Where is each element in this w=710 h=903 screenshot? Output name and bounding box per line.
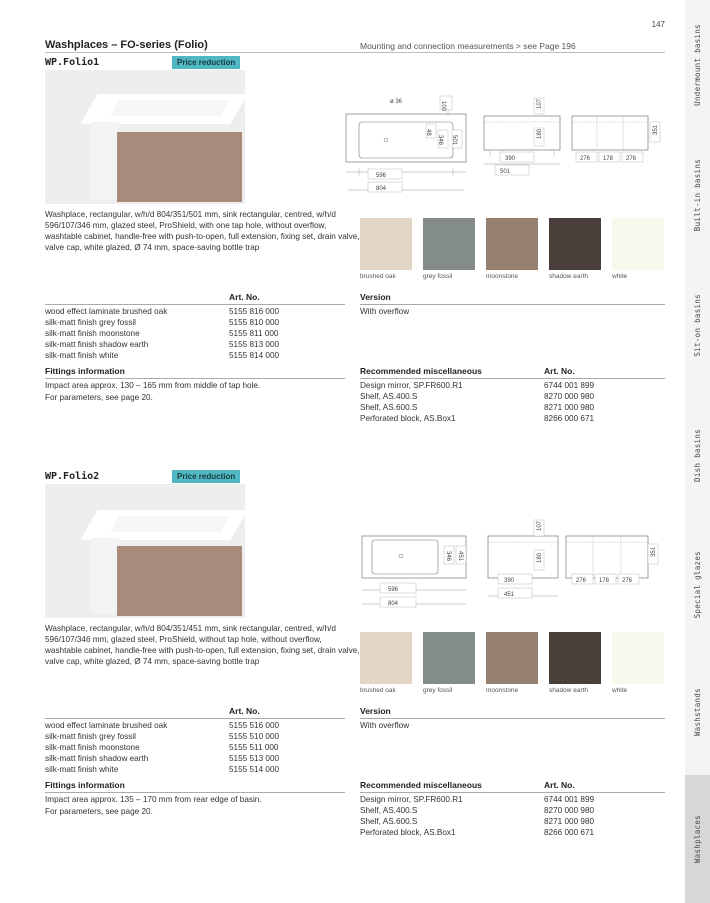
swatch-shadow-earth[interactable] [549,218,601,270]
dimension-drawing [340,518,670,615]
misc-art-header: Art. No. [544,780,575,790]
article-name: silk-matt finish grey fossil [45,732,136,741]
divider [45,792,345,793]
sidetab-built-in-basins[interactable]: Built-in basins [693,158,702,232]
misc-header: Recommended miscellaneous [360,366,482,376]
article-number: 5155 816 000 [229,307,280,316]
misc-number: 8270 000 980 [544,806,595,815]
divider [360,792,665,793]
swatch-label: white [612,273,628,280]
sidetab-washplaces[interactable]: Washplaces [685,775,710,903]
article-number: 5155 813 000 [229,340,280,349]
dim-label: 501 [451,135,457,146]
fittings-line: For parameters, see page 20. [45,393,153,402]
sidetab-dish-basins[interactable]: Dish basins [693,428,702,482]
misc-number: 8266 000 671 [544,414,595,423]
dim-label: 501 [500,169,511,175]
swatch-label: white [612,687,628,694]
product-photo [45,70,245,204]
dim-label: 107 [537,98,543,109]
article-number: 5155 810 000 [229,318,280,327]
dim-label: 346 [445,551,451,562]
article-name: wood effect laminate brushed oak [45,721,168,730]
product-description: Washplace, rectangular, w/h/d 804/351/451 mm, sink rectangular, centred, w/h/d 596/107/346 mm, glazed steel, ProShield, without tap hole, without overflow, washtable cabinet, handle-free with push-to-open, full extension, fixing set, drain valve, valve cap, white glazed, Ø 74 mm, space-saving bottle trap [45,624,360,667]
swatch-moonstone[interactable] [486,632,538,684]
price-reduction-badge: Price reduction [172,470,240,483]
divider [45,718,345,719]
dim-label: 596 [376,173,387,179]
dim-label: 276 [576,578,587,584]
sidetab-sit-on-basins[interactable]: Sit-on basins [693,293,702,357]
misc-name: Shelf, AS.400.S [360,806,418,815]
dim-label: 346 [437,135,443,146]
dim-label: 107 [537,520,543,531]
swatch-label: grey fossil [423,273,453,280]
article-number: 5155 510 000 [229,732,280,741]
header-divider [45,52,665,53]
sidetab-washstands[interactable]: Washstands [693,688,702,737]
article-name: silk-matt finish white [45,765,119,774]
misc-name: Shelf, AS.600.S [360,403,418,412]
dim-label: 276 [622,578,633,584]
swatch-label: brushed oak [360,687,396,694]
sidetab-undermount-basins[interactable]: Undermount basins [693,24,702,106]
fittings-line: Impact area approx. 130 – 165 mm from middle of tap hole. [45,381,261,390]
misc-name: Design mirror, SP.FR600.R1 [360,795,463,804]
article-number: 5155 514 000 [229,765,280,774]
divider [45,378,345,379]
misc-number: 8270 000 980 [544,392,595,401]
misc-number: 8266 000 671 [544,828,595,837]
dim-label: 390 [505,156,516,162]
dim-label: 451 [504,592,515,598]
article-name: silk-matt finish moonstone [45,743,140,752]
misc-name: Perforated block, AS.Box1 [360,828,456,837]
article-name: wood effect laminate brushed oak [45,307,168,316]
misc-name: Shelf, AS.600.S [360,817,418,826]
dim-label: 390 [504,578,515,584]
dim-tap-hole: ø 36 [390,99,403,105]
fittings-header: Fittings information [45,780,125,790]
art-no-header: Art. No. [229,292,260,302]
article-number: 5155 814 000 [229,351,280,360]
misc-number: 8271 000 980 [544,403,595,412]
misc-number: 8271 000 980 [544,817,595,826]
misc-name: Perforated block, AS.Box1 [360,414,456,423]
divider [45,304,345,305]
dim-label: 596 [388,587,399,593]
dim-label: 276 [580,156,591,162]
misc-art-header: Art. No. [544,366,575,376]
price-reduction-badge: Price reduction [172,56,240,69]
swatch-white[interactable] [612,632,664,684]
article-name: silk-matt finish white [45,351,119,360]
art-no-header: Art. No. [229,706,260,716]
swatch-label: shadow earth [549,687,589,694]
article-name: silk-matt finish grey fossil [45,318,136,327]
misc-header: Recommended miscellaneous [360,780,482,790]
swatch-moonstone[interactable] [486,218,538,270]
misc-name: Shelf, AS.400.S [360,392,418,401]
fittings-line: For parameters, see page 20. [45,807,153,816]
version-header: Version [360,706,391,716]
swatch-white[interactable] [612,218,664,270]
swatch-grey-fossil[interactable] [423,632,475,684]
swatch-label: moonstone [486,273,519,280]
article-number: 5155 513 000 [229,754,280,763]
version-header: Version [360,292,391,302]
swatch-shadow-earth[interactable] [549,632,601,684]
swatch-brushed-oak[interactable] [360,632,412,684]
article-number: 5155 516 000 [229,721,280,730]
page-number: 147 [651,20,665,29]
article-name: silk-matt finish shadow earth [45,340,149,349]
divider [360,304,665,305]
dim-label: 351 [653,124,659,135]
mounting-note[interactable]: Mounting and connection measurements > see Page 196 [360,41,576,51]
dim-label: 178 [599,578,610,584]
product-description: Washplace, rectangular, w/h/d 804/351/501 mm, sink rectangular, centred, w/h/d 596/107/346 mm, glazed steel, ProShield, with one tap hole, without overflow, washtable cabinet, handle-free with push-to-open, full extension, fixing set, drain valve, valve cap, white glazed, Ø 74 mm, space-saving bottle trap [45,210,360,253]
swatch-label: brushed oak [360,273,396,280]
swatch-label: moonstone [486,687,519,694]
swatch-label: shadow earth [549,273,589,280]
version-value: With overflow [360,307,410,316]
dim-label: 178 [603,156,614,162]
article-name: silk-matt finish shadow earth [45,754,149,763]
product-name: WP.Folio2 [45,471,100,482]
section-title: Washplaces – FO-series (Folio) [45,39,208,51]
divider [360,378,665,379]
product-photo [45,484,245,618]
swatch-brushed-oak[interactable] [360,218,412,270]
dim-label: 100 [440,101,446,112]
dim-label: 351 [651,546,657,557]
article-number: 5155 511 000 [229,743,279,752]
dimension-drawing [340,92,670,205]
fittings-header: Fittings information [45,366,125,376]
article-number: 5155 811 000 [229,329,279,338]
misc-name: Design mirror, SP.FR600.R1 [360,381,463,390]
swatch-grey-fossil[interactable] [423,218,475,270]
swatch-label: grey fossil [423,687,453,694]
dim-label: 180 [537,552,543,563]
dim-label: 804 [376,186,387,192]
article-name: silk-matt finish moonstone [45,329,140,338]
dim-label: 804 [388,601,399,607]
product-name: WP.Folio1 [45,57,100,68]
misc-number: 6744 001 899 [544,381,595,390]
misc-number: 6744 001 899 [544,795,595,804]
dim-label: 180 [537,128,543,139]
dim-label: 48 [425,129,431,136]
version-value: With overflow [360,721,410,730]
dim-label: 276 [626,156,637,162]
dim-label: 451 [457,551,463,562]
fittings-line: Impact area approx. 135 – 170 mm from rear edge of basin. [45,795,262,804]
sidetab-special-glazes[interactable]: Special glazes [693,551,702,619]
divider [360,718,665,719]
